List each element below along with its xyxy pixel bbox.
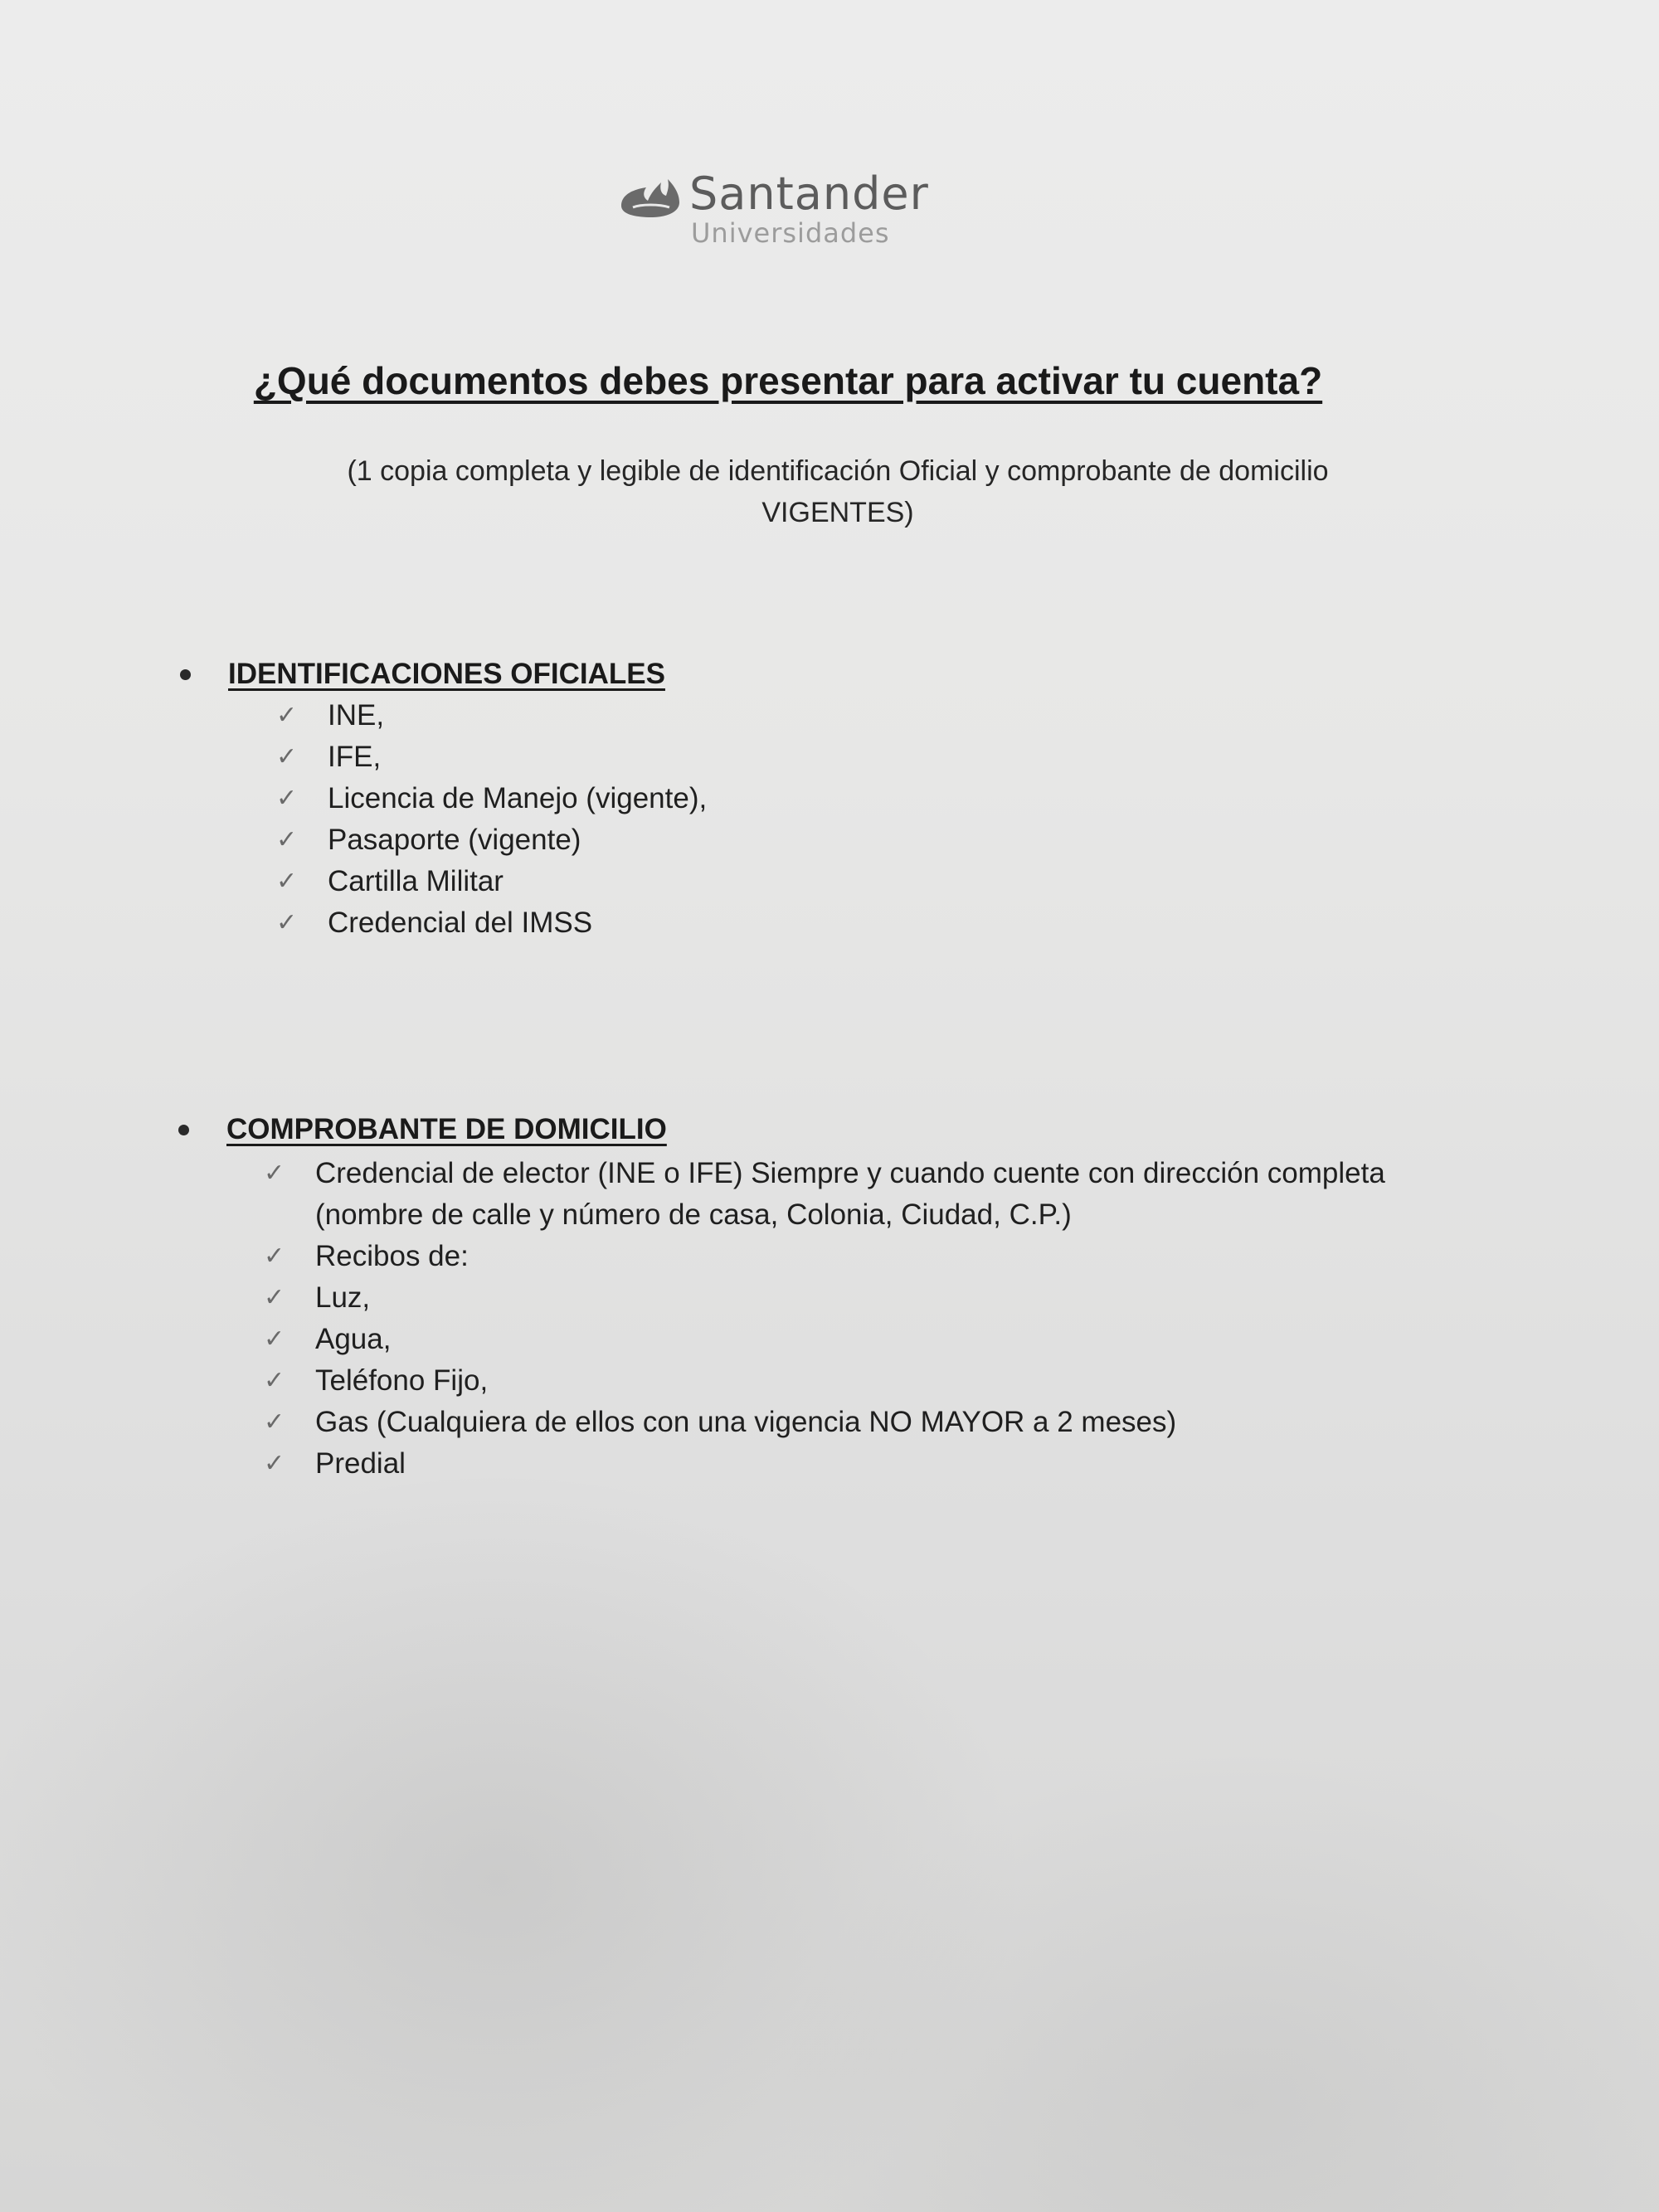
checkmark-icon: ✓: [264, 1325, 285, 1354]
list-item-text: Teléfono Fijo,: [315, 1364, 489, 1397]
list-item: [264, 1443, 1491, 1485]
checkmark-icon: ✓: [264, 1407, 285, 1437]
list-item: [276, 902, 707, 944]
list-item: [276, 819, 707, 861]
list-item: [264, 1319, 1491, 1360]
list-item-text: Cartilla Militar: [328, 865, 504, 897]
checkmark-icon: ✓: [264, 1366, 285, 1395]
checkmark-icon: ✓: [264, 1283, 285, 1312]
section-heading-identificaciones: IDENTIFICACIONES OFICIALES: [228, 658, 665, 690]
list-item: [264, 1360, 1491, 1402]
list-item-text: Pasaporte (vigente): [328, 824, 581, 856]
page-title: ¿Qué documentos debes presentar para activar tu cuenta?: [253, 359, 1323, 402]
list-item: [276, 778, 707, 819]
list-item: [276, 737, 707, 778]
checkmark-icon: ✓: [264, 1159, 285, 1188]
list-item: [264, 1153, 1491, 1236]
checkmark-icon: ✓: [276, 701, 298, 730]
list-item-text: Agua,: [315, 1323, 392, 1355]
list-item-text: Credencial del IMSS: [328, 907, 593, 939]
list-item-text: Luz,: [315, 1281, 371, 1314]
checkmark-icon: ✓: [264, 1449, 285, 1478]
list-item-text: Licencia de Manejo (vigente),: [328, 782, 708, 814]
page-subtitle: (1 copia completa y legible de identificación Oficial y comprobante de domicilio VIGENTES): [347, 455, 1329, 528]
checkmark-icon: ✓: [276, 867, 298, 896]
checkmark-icon: ✓: [276, 784, 298, 813]
list-item-text: Recibos de:: [315, 1240, 469, 1272]
logo-brand-name: Santander: [689, 168, 929, 220]
section-heading-comprobante: COMPROBANTE DE DOMICILIO: [226, 1113, 667, 1145]
identificaciones-list: [276, 695, 707, 944]
logo-subtitle: Universidades: [691, 217, 890, 249]
list-item-text: Gas (Cualquiera de ellos con una vigencia NO MAYOR a 2 meses): [315, 1406, 1177, 1438]
list-item: [276, 695, 707, 737]
list-item: [264, 1277, 1491, 1319]
list-item: [264, 1402, 1491, 1443]
checkmark-icon: ✓: [276, 908, 298, 937]
santander-flame-icon: [618, 169, 683, 221]
santander-logo: [618, 166, 966, 257]
list-item-text: Credencial de elector (INE o IFE) Siempre y cuando cuente con dirección completa (nombre de calle y número de casa, Colonia, Ciudad, C.P.): [315, 1157, 1385, 1231]
list-item-text: INE,: [328, 699, 385, 732]
bullet-icon: [178, 1125, 189, 1135]
list-item: [264, 1236, 1491, 1277]
list-item-text: Predial: [315, 1447, 406, 1480]
bullet-icon: [180, 669, 191, 680]
checkmark-icon: ✓: [276, 742, 298, 771]
list-item: [276, 861, 707, 902]
checkmark-icon: ✓: [276, 825, 298, 854]
comprobante-list: [264, 1153, 1491, 1485]
checkmark-icon: ✓: [264, 1242, 285, 1271]
list-item-text: IFE,: [328, 741, 382, 773]
